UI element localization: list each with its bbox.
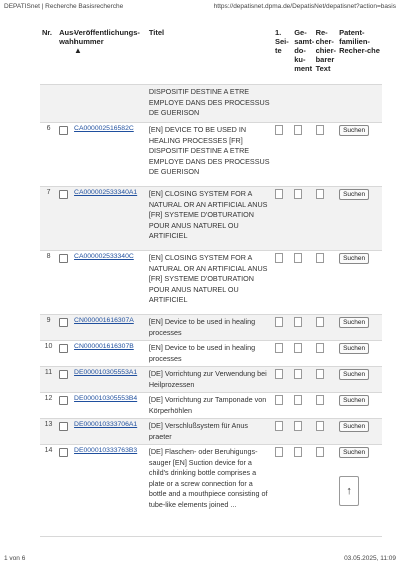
- sort-ascending-icon[interactable]: ▲: [74, 46, 82, 55]
- family-search-button[interactable]: Suchen: [339, 395, 369, 406]
- publication-number-link[interactable]: DE000010333763B3: [74, 447, 138, 454]
- row-number: 11: [40, 367, 57, 393]
- row-number: 8: [40, 251, 57, 315]
- row-number: 7: [40, 187, 57, 251]
- full-document-checkbox[interactable]: [294, 421, 302, 431]
- family-search-button[interactable]: Suchen: [339, 125, 369, 136]
- searchable-text-checkbox[interactable]: [316, 395, 324, 405]
- row-select-checkbox[interactable]: [59, 448, 68, 457]
- publication-number-link[interactable]: CN000001616307A: [74, 317, 134, 324]
- full-document-checkbox[interactable]: [294, 253, 302, 263]
- table-row: [40, 393, 382, 419]
- first-page-checkbox[interactable]: [275, 369, 283, 379]
- row-number: 10: [40, 341, 57, 367]
- result-title: [EN] CLOSING SYSTEM FOR A NATURAL OR AN ARTIFICIAL ANUS [FR] SYSTEME D'OBTURATION POUR ANUS NATUREL OU ARTIFICIEL: [148, 189, 268, 240]
- header-seite: 1. Sei-te: [273, 26, 292, 85]
- header-recherchierbarer-text: Re-cher-chier-barer Text: [314, 26, 338, 85]
- continued-title-text: DISPOSITIF DESTINE A ETRE EMPLOYE DANS DES PROCESSUS DE GUERISON: [148, 87, 270, 117]
- results-table: [40, 26, 382, 537]
- page-footer-date: 03.05.2025, 11:09: [344, 555, 396, 562]
- scroll-to-top-button[interactable]: ↑: [339, 476, 359, 506]
- searchable-text-checkbox[interactable]: [316, 421, 324, 431]
- family-search-button[interactable]: Suchen: [339, 317, 369, 328]
- publication-number-link[interactable]: CA000002533340A1: [74, 189, 138, 196]
- full-document-checkbox[interactable]: [294, 395, 302, 405]
- result-title: [DE] Vorrichtung zur Verwendung bei Heilprozessen: [148, 369, 267, 389]
- full-document-checkbox[interactable]: [294, 369, 302, 379]
- full-document-checkbox[interactable]: [294, 189, 302, 199]
- row-select-checkbox[interactable]: [59, 254, 68, 263]
- row-number: 13: [40, 419, 57, 445]
- first-page-checkbox[interactable]: [275, 395, 283, 405]
- result-title: [EN] DEVICE TO BE USED IN HEALING PROCESSES [FR] DISPOSITIF DESTINE A ETRE EMPLOYE DANS DES PROCESSUS DE GUERISON: [148, 125, 270, 176]
- header-auswahl: Aus-wahl: [57, 26, 72, 85]
- searchable-text-checkbox[interactable]: [316, 343, 324, 353]
- header-nr: Nr.: [40, 26, 57, 85]
- publication-number-link[interactable]: DE000010305553A1: [74, 369, 138, 376]
- header-nummer-label[interactable]: Veröffentlichungs-nummer: [74, 28, 140, 46]
- full-document-checkbox[interactable]: [294, 317, 302, 327]
- table-row-continuation: [40, 85, 382, 123]
- table-row: [40, 251, 382, 315]
- table-row: [40, 367, 382, 393]
- table-row: [40, 315, 382, 341]
- table-row: [40, 123, 382, 187]
- result-title: [DE] Vorrichtung zur Tamponade von Körperhöhlen: [148, 395, 267, 415]
- result-title: [EN] Device to be used in healing processes: [148, 343, 256, 363]
- header-titel: Titel: [147, 26, 273, 85]
- first-page-checkbox[interactable]: [275, 421, 283, 431]
- searchable-text-checkbox[interactable]: [316, 125, 324, 135]
- row-select-checkbox[interactable]: [59, 370, 68, 379]
- searchable-text-checkbox[interactable]: [316, 189, 324, 199]
- searchable-text-checkbox[interactable]: [316, 447, 324, 457]
- header-nummer[interactable]: [72, 26, 147, 85]
- row-select-checkbox[interactable]: [59, 396, 68, 405]
- row-select-checkbox[interactable]: [59, 422, 68, 431]
- first-page-checkbox[interactable]: [275, 189, 283, 199]
- publication-number-link[interactable]: DE000010333706A1: [74, 421, 138, 428]
- row-number: 14: [40, 445, 57, 537]
- result-title: [DE] Verschlußsystem für Anus praeter: [148, 421, 248, 441]
- family-search-button[interactable]: Suchen: [339, 343, 369, 354]
- header-gesamtdokument: Ge-samt-do-ku-ment: [292, 26, 313, 85]
- searchable-text-checkbox[interactable]: [316, 253, 324, 263]
- row-select-checkbox[interactable]: [59, 318, 68, 327]
- row-number: 9: [40, 315, 57, 341]
- full-document-checkbox[interactable]: [294, 447, 302, 457]
- result-title: [EN] CLOSING SYSTEM FOR A NATURAL OR AN ARTIFICIAL ANUS [FR] SYSTEME D'OBTURATION POUR ANUS NATUREL OU ARTIFICIEL: [148, 253, 268, 304]
- table-row: [40, 419, 382, 445]
- first-page-checkbox[interactable]: [275, 447, 283, 457]
- table-row: [40, 341, 382, 367]
- full-document-checkbox[interactable]: [294, 343, 302, 353]
- first-page-checkbox[interactable]: [275, 343, 283, 353]
- row-select-checkbox[interactable]: [59, 126, 68, 135]
- full-document-checkbox[interactable]: [294, 125, 302, 135]
- browser-header-url: https://depatisnet.dpma.de/DepatisNet/depatisnet?action=basis: [213, 3, 396, 10]
- row-select-checkbox[interactable]: [59, 190, 68, 199]
- first-page-checkbox[interactable]: [275, 253, 283, 263]
- table-row: [40, 445, 382, 537]
- publication-number-link[interactable]: CA000002516582C: [74, 125, 134, 132]
- result-title: [DE] Flaschen- oder Beruhigungs-sauger [EN] Suction device for a child's drinking bottle comprises a plate or a screw connection for a bottle and a mouthpiece consisting of tube-like elements joined ...: [148, 447, 268, 509]
- row-number: 6: [40, 123, 57, 187]
- searchable-text-checkbox[interactable]: [316, 369, 324, 379]
- first-page-checkbox[interactable]: [275, 125, 283, 135]
- family-search-button[interactable]: Suchen: [339, 369, 369, 380]
- family-search-button[interactable]: Suchen: [339, 421, 369, 432]
- publication-number-link[interactable]: DE000010305553B4: [74, 395, 138, 402]
- page-footer-pagecount: 1 von 6: [4, 555, 26, 562]
- family-search-button[interactable]: Suchen: [339, 189, 369, 200]
- table-header-row: [40, 26, 382, 85]
- header-patentfamilien: Patent-familien-Recher-che: [337, 26, 382, 85]
- row-select-checkbox[interactable]: [59, 344, 68, 353]
- publication-number-link[interactable]: CN000001616307B: [74, 343, 134, 350]
- searchable-text-checkbox[interactable]: [316, 317, 324, 327]
- family-search-button[interactable]: Suchen: [339, 253, 369, 264]
- results-rows: [40, 123, 382, 537]
- publication-number-link[interactable]: CA000002533340C: [74, 253, 134, 260]
- row-number: 12: [40, 393, 57, 419]
- browser-header-title: DEPATISnet | Recherche Basisrecherche: [4, 3, 124, 10]
- table-row: [40, 187, 382, 251]
- first-page-checkbox[interactable]: [275, 317, 283, 327]
- family-search-button[interactable]: Suchen: [339, 447, 369, 458]
- result-title: [EN] Device to be used in healing processes: [148, 317, 256, 337]
